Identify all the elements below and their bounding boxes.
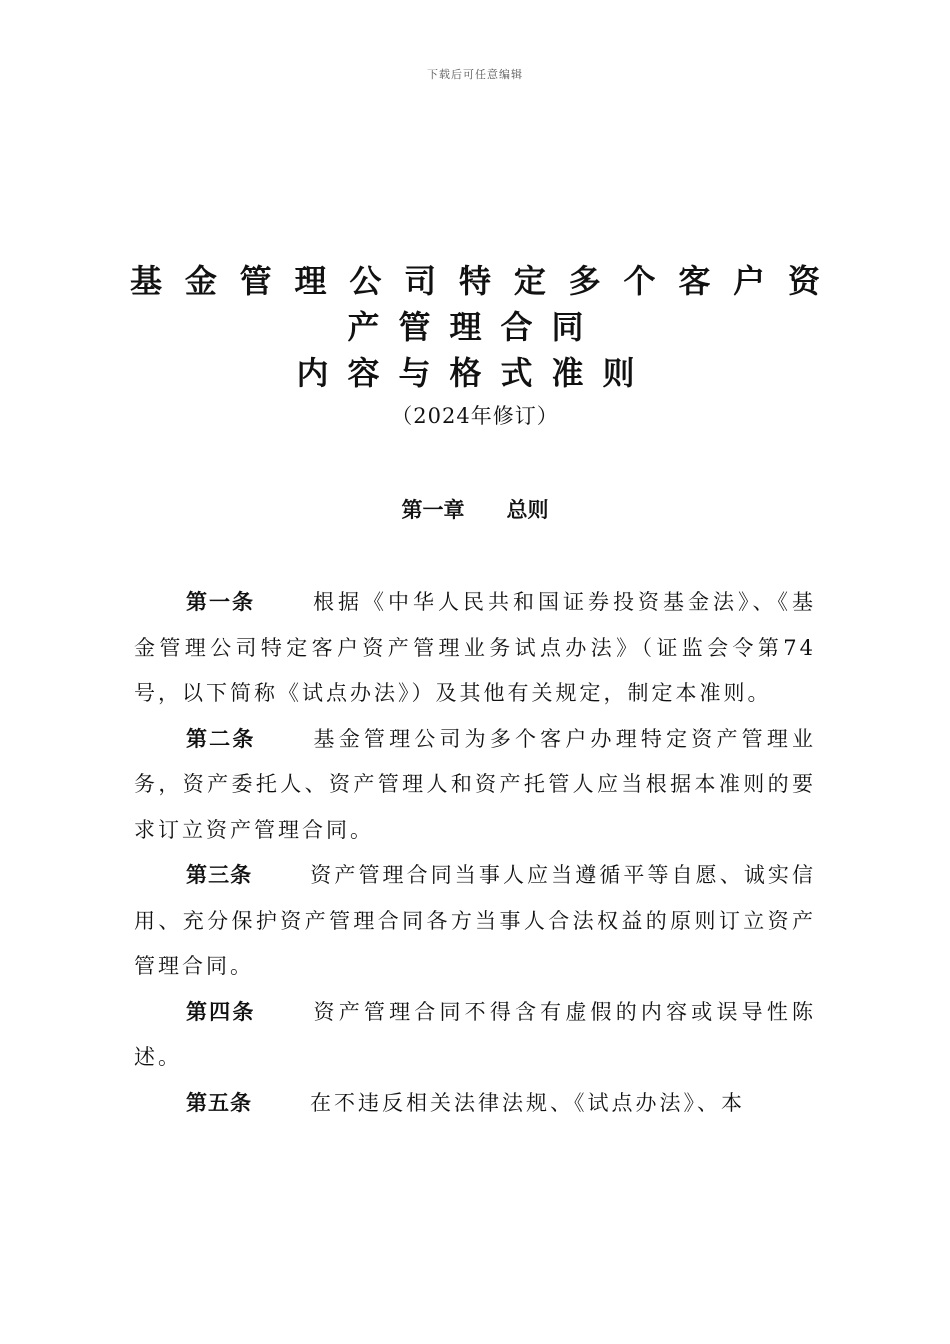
article-text: 资产管理合同当事人应当遵循平等自愿、诚实信用、充分保护资产管理合同各方当事人合法权益的原则订立资产管理合同。 <box>134 863 817 978</box>
article-text: 根据《中华人民共和国证券投资基金法》、《基金管理公司特定客户资产管理业务试点办法》（证监会令第74号，以下简称《试点办法》）及其他有关规定，制定本准则。 <box>134 590 816 705</box>
header-note: 下载后可任意编辑 <box>427 68 523 81</box>
article-number: 第二条 <box>186 726 256 751</box>
chapter-heading: 第一章 总则 <box>401 498 549 522</box>
revision-note: （2024年修订） <box>391 404 559 428</box>
article-number: 第三条 <box>186 863 253 887</box>
title-line-1: 基金管理公司特定多个客户资 <box>130 262 820 300</box>
article-number: 第一条 <box>186 590 255 614</box>
article-2 <box>134 717 816 854</box>
article-1 <box>134 580 816 717</box>
article-5 <box>134 1081 816 1127</box>
title-line-2: 产管理合同 <box>347 308 603 346</box>
title-line-3: 内容与格式准则 <box>296 354 654 392</box>
article-text: 资产管理合同不得含有虚假的内容或误导性陈述。 <box>134 999 816 1069</box>
article-4 <box>134 990 816 1081</box>
article-number: 第四条 <box>186 999 256 1024</box>
article-number: 第五条 <box>186 1090 252 1115</box>
article-text: 基金管理公司为多个客户办理特定资产管理业务，资产委托人、资产管理人和资产托管人应当根据本准则的要求订立资产管理合同。 <box>134 726 816 842</box>
document-title <box>130 258 820 432</box>
article-3 <box>134 853 816 990</box>
article-list <box>134 580 816 1126</box>
article-text: 在不违反相关法律法规、《试点办法》、本 <box>310 1090 745 1115</box>
